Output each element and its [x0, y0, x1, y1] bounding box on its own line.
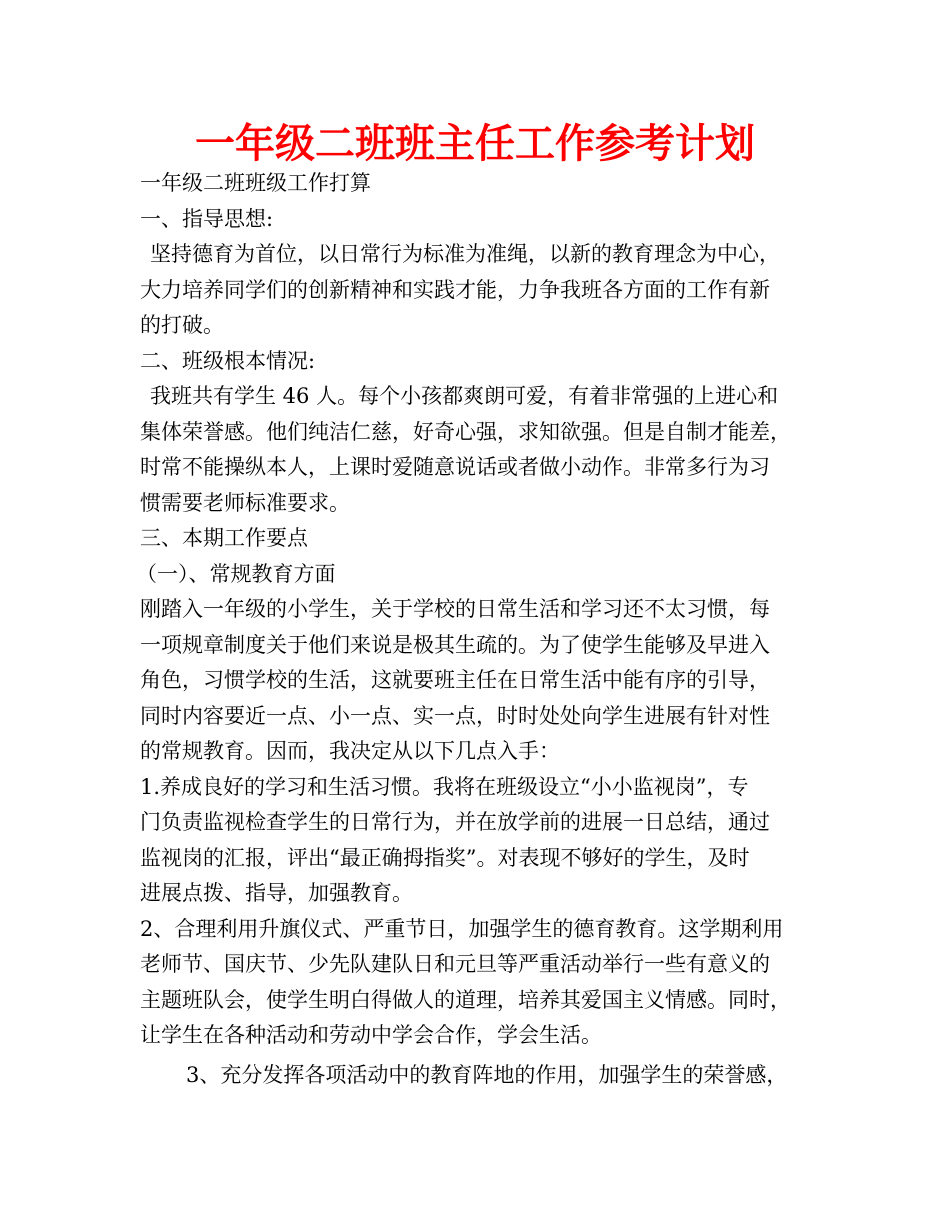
paragraph-line: 主题班队会，使学生明白得做人的道理，培养其爱国主义情感。同时， — [140, 987, 791, 1012]
paragraph-line: 进展点拨、指导，加强教育。 — [140, 881, 413, 905]
paragraph-line: 时常不能操纵本人，上课时爱随意说话或者做小动作。非常多行为习 — [140, 455, 770, 479]
paragraph-line: 门负责监视检查学生的日常行为，并在放学前的进展一日总结，通过 — [140, 810, 770, 834]
document-body — [136, 166, 830, 1093]
paragraph-line: 监视岗的汇报，评出“最正确拇指奖”。对表现不够好的学生，及时 — [140, 845, 750, 870]
paragraph-line: 的打破。 — [140, 313, 224, 337]
paragraph-line: 同时内容要近一点、小一点、实一点，时时处处向学生进展有针对性 — [140, 703, 770, 728]
paragraph-line: 一年级二班班级工作打算 — [140, 171, 371, 195]
paragraph-line: 大力培养同学们的创新精神和实践才能，力争我班各方面的工作有新 — [140, 277, 770, 302]
paragraph-line: 我班共有学生 46 人。每个小孩都爽朗可爱，有着非常强的上进心和 — [150, 384, 779, 408]
paragraph-line: 惯需要老师标准要求。 — [140, 490, 350, 515]
paragraph-line: 的常规教育。因而，我决定从以下几点入手： — [140, 739, 560, 763]
section-heading: 三、本期工作要点 — [140, 526, 308, 550]
paragraph-line: 一项规章制度关于他们来说是极其生疏的。为了使学生能够及早进入 — [140, 632, 770, 657]
paragraph-line: 集体荣誉感。他们纯洁仁慈，好奇心强，求知欲强。但是自制才能差， — [140, 419, 791, 444]
paragraph-line: 2、合理利用升旗仪式、严重节日，加强学生的德育教育。这学期利用 — [140, 916, 784, 941]
paragraph-line: 坚持德育为首位，以日常行为标准为准绳，以新的教育理念为中心， — [150, 242, 780, 266]
paragraph-line: 1.养成良好的学习和生活习惯。我将在班级设立“小小监视岗”，专 — [140, 774, 749, 799]
paragraph-line: 角色，习惯学校的生活，这就要班主任在日常生活中能有序的引导， — [140, 668, 770, 692]
section-heading: 一、指导思想: — [140, 206, 274, 231]
paragraph-line: 让学生在各种活动和劳动中学会合作，学会生活。 — [140, 1023, 602, 1047]
paragraph-line: 3、充分发挥各项活动中的教育阵地的作用，加强学生的荣誉感， — [186, 1062, 788, 1087]
paragraph-line: 刚踏入一年级的小学生，关于学校的日常生活和学习还不太习惯，每 — [140, 597, 770, 621]
subsection-heading: （一）、常规教育方面 — [136, 561, 336, 586]
section-heading: 二、班级根本情况: — [140, 348, 316, 373]
paragraph-line: 老师节、国庆节、少先队建队日和元旦等严重活动举行一些有意义的 — [140, 952, 770, 976]
document-title: 一年级二班班主任工作参考计划 — [195, 121, 755, 167]
